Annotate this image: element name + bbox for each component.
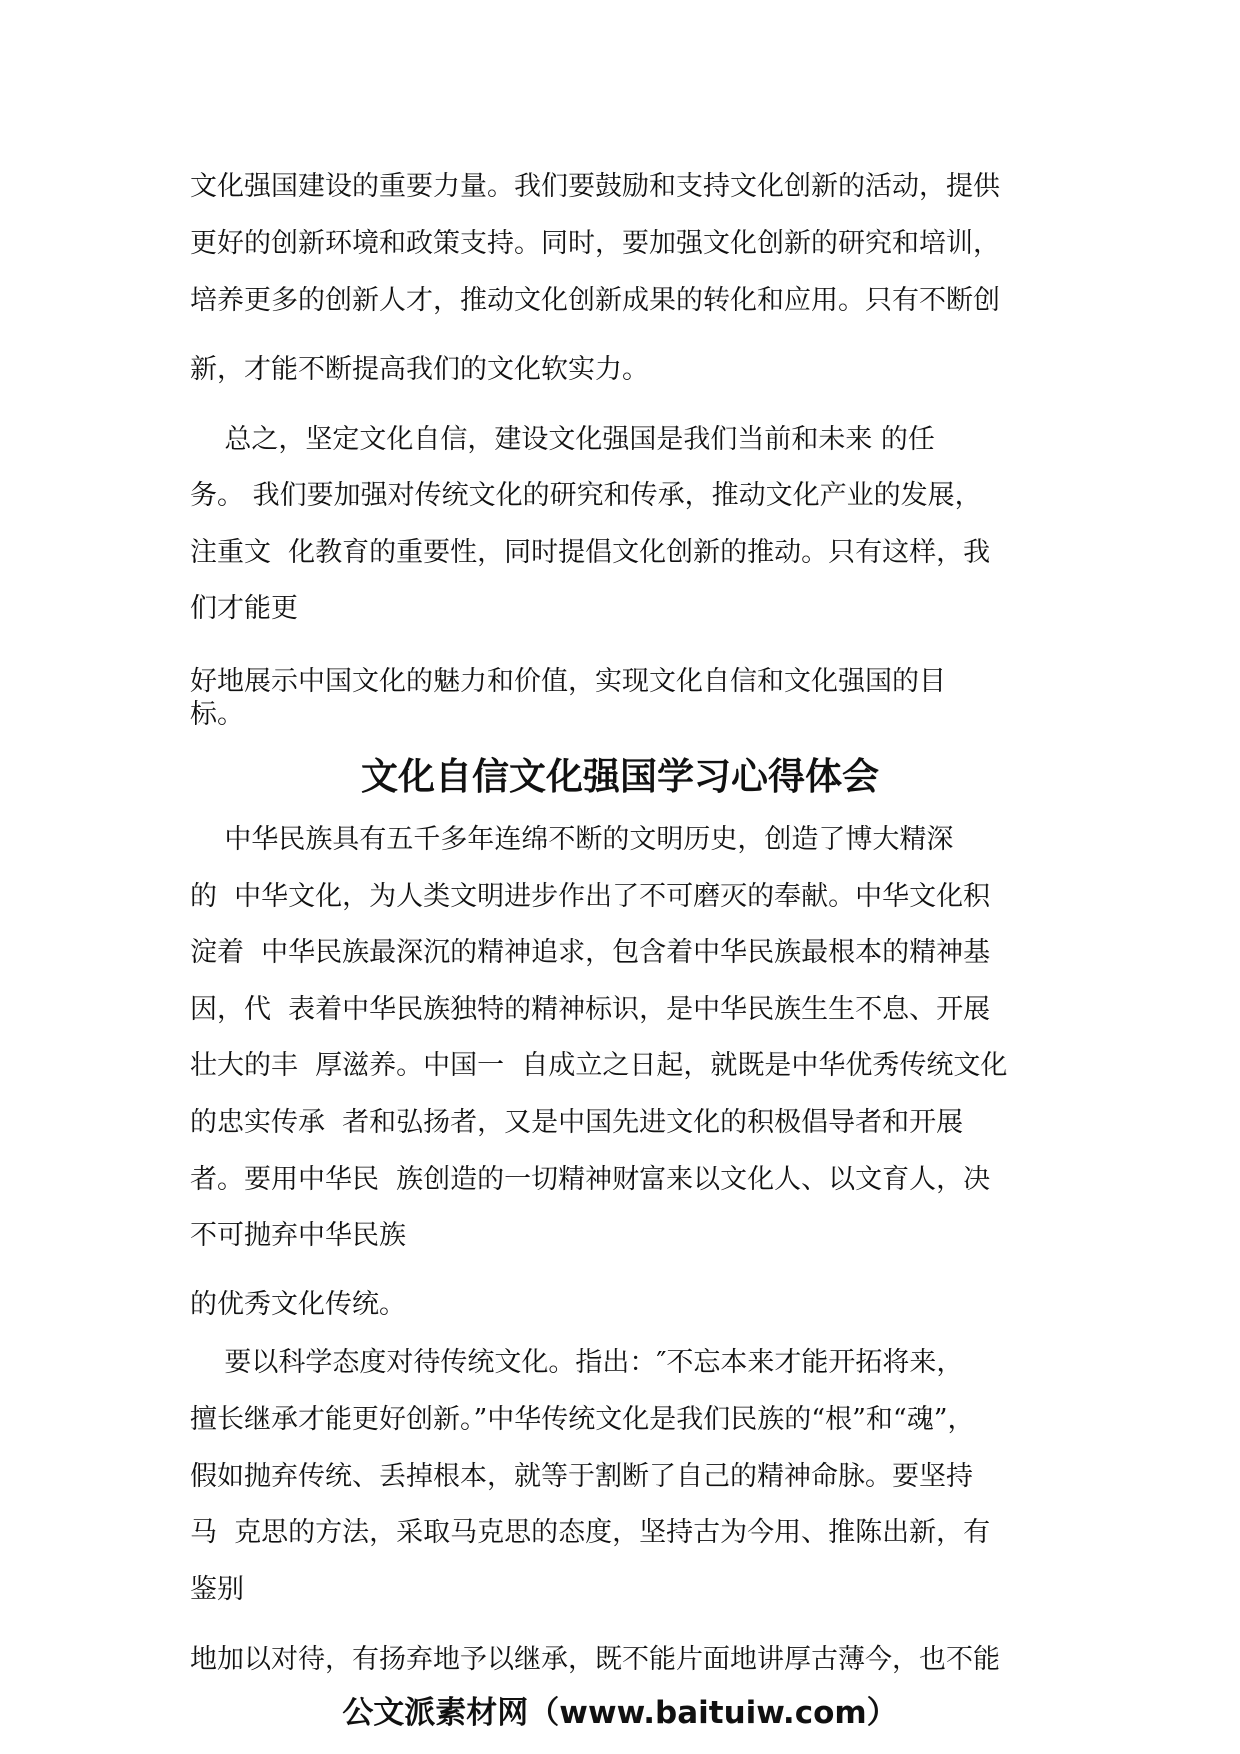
text-line: 更好的创新环境和政策支持。同时，要加强文化创新的研究和培训， — [190, 228, 1000, 259]
text-line: 假如抛弃传统、丢掉根本，就等于割断了自己的精神命脉。要坚持 — [190, 1461, 973, 1492]
text-line: 新，才能不断提高我们的文化软实力。 — [190, 354, 649, 385]
text-line: 们才能更 — [190, 593, 298, 624]
text-line: 壮大的丰 厚滋养。中国一 自成立之日起，就既是中华优秀传统文化 — [190, 1050, 1008, 1081]
text-line: 擅长继承才能更好创新。”中华传统文化是我们民族的“根”和“魂”， — [190, 1404, 975, 1435]
text-line: 鉴别 — [190, 1574, 244, 1605]
text-line: 好地展示中国文化的魅力和价值，实现文化自信和文化强国的目 — [190, 666, 946, 697]
text-line: 要以科学态度对待传统文化。指出：″不忘本来才能开拓将来， — [190, 1347, 964, 1378]
text-line: 文化强国建设的重要力量。我们要鼓励和支持文化创新的活动，提供 — [190, 171, 1000, 202]
text-line: 淀着 中华民族最深沉的精神追求，包含着中华民族最根本的精神基 — [190, 937, 991, 968]
text-line: 的优秀文化传统。 — [190, 1289, 406, 1320]
text-line: 标。 — [190, 699, 244, 730]
text-line: 马 克思的方法，采取马克思的态度，坚持古为今用、推陈出新，有 — [190, 1517, 991, 1548]
page-title: 文化自信文化强国学习心得体会 — [361, 755, 879, 798]
text-line: 的忠实传承 者和弘扬者，又是中国先进文化的积极倡导者和开展 — [190, 1107, 964, 1138]
text-line: 务。 我们要加强对传统文化的研究和传承，推动文化产业的发展， — [190, 480, 982, 511]
text-line: 的 中华文化，为人类文明进步作出了不可磨灭的奉献。中华文化积 — [190, 881, 991, 912]
text-line: 注重文 化教育的重要性，同时提倡文化创新的推动。只有这样，我 — [190, 537, 991, 568]
text-line: 不可抛弃中华民族 — [190, 1220, 406, 1251]
text-line: 总之，坚定文化自信，建设文化强国是我们当前和未来 的任 — [190, 424, 935, 455]
text-line: 因，代 表着中华民族独特的精神标识，是中华民族生生不息、开展 — [190, 994, 991, 1025]
text-line: 培养更多的创新人才，推动文化创新成果的转化和应用。只有不断创 — [190, 285, 1000, 316]
text-line: 地加以对待，有扬弃地予以继承，既不能片面地讲厚古薄今，也不能 — [190, 1644, 1000, 1675]
text-line: 者。要用中华民 族创造的一切精神财富来以文化人、以文育人，决 — [190, 1164, 991, 1195]
text-line: 中华民族具有五千多年连绵不断的文明历史，创造了博大精深 — [190, 824, 954, 855]
footer-watermark: 公文派素材网（www.baituiw.com） — [342, 1695, 898, 1731]
